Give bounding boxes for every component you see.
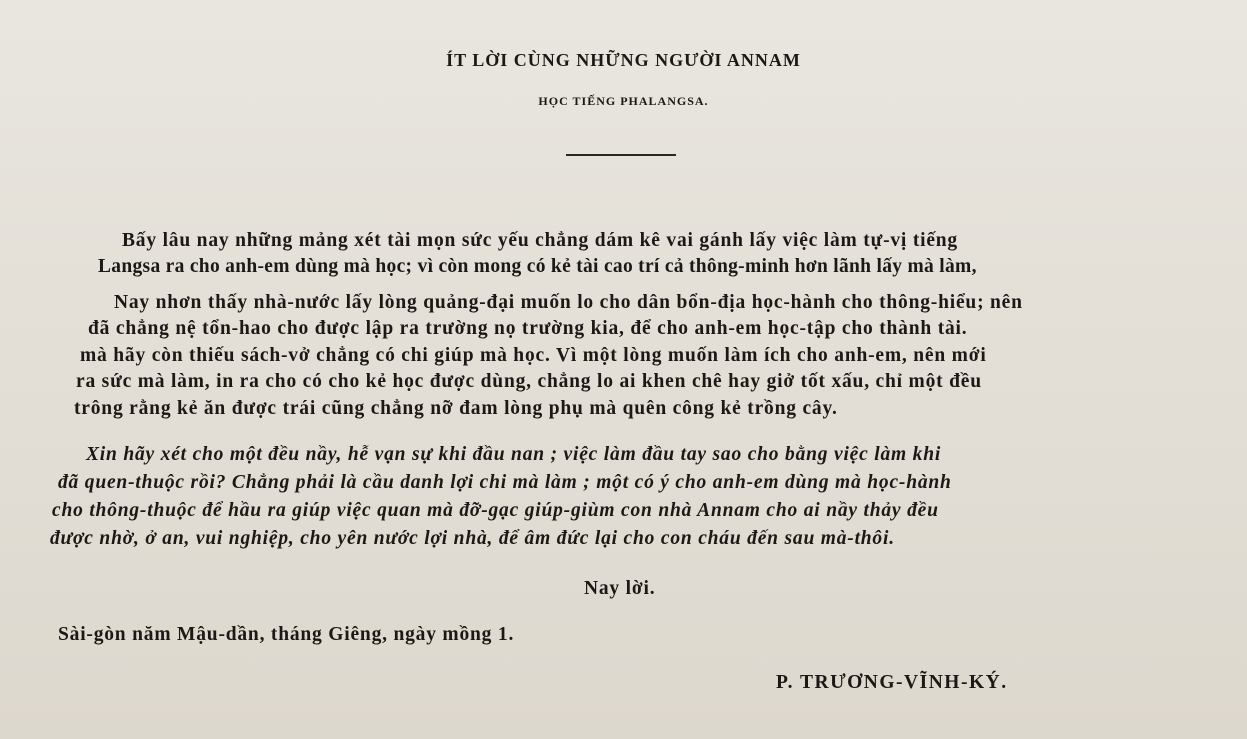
paragraph-2-line-2: đã chẳng nệ tổn-hao cho được lập ra trường nọ trường kia, để cho anh-em học-tập cho thành tài. xyxy=(88,318,968,339)
paragraph-1-line-2: Langsa ra cho anh-em dùng mà học; vì còn mong có kẻ tài cao trí cả thông-minh hơn lãnh lấy mà làm, xyxy=(98,256,977,277)
title-divider xyxy=(566,154,676,156)
paragraph-2-line-3: mà hãy còn thiếu sách-vở chẳng có chi giúp mà học. Vì một lòng muốn làm ích cho anh-em, nên mới xyxy=(80,345,987,366)
page-subtitle: HỌC TIẾNG PHALANGSA. xyxy=(538,94,709,108)
paragraph-3-line-3: cho thông-thuộc để hầu ra giúp việc quan mà đỡ-gạc giúp-giùm con nhà Annam cho ai nầy thảy đều xyxy=(52,500,939,521)
place-date: Sài-gòn năm Mậu-dần, tháng Giêng, ngày mồng 1. xyxy=(58,624,515,645)
closing-text: Nay lời. xyxy=(584,578,656,599)
paragraph-2-line-4: ra sức mà làm, in ra cho có cho kẻ học được dùng, chẳng lo ai khen chê hay giở tốt xấu, chỉ một đều xyxy=(76,371,982,392)
paragraph-2-line-5: trông rằng kẻ ăn được trái cũng chẳng nỡ đam lòng phụ mà quên công kẻ trồng cây. xyxy=(74,398,838,419)
page-title: ÍT LỜI CÙNG NHỮNG NGƯỜI ANNAM xyxy=(446,50,801,70)
paragraph-3-line-2: đã quen-thuộc rồi? Chẳng phải là cầu danh lợi chi mà làm ; một có ý cho anh-em dùng mà học-hành xyxy=(58,472,952,493)
paragraph-1-line-1: Bấy lâu nay những mảng xét tài mọn sức yếu chẳng dám kê vai gánh lấy việc làm tự-vị tiếng xyxy=(122,230,958,251)
paragraph-3-line-1: Xin hãy xét cho một đều nầy, hễ vạn sự khi đầu nan ; việc làm đầu tay sao cho bằng việc làm khi xyxy=(86,444,942,465)
paragraph-2-line-1: Nay nhơn thấy nhà-nước lấy lòng quảng-đại muốn lo cho dân bổn-địa học-hành cho thông-hiểu; nên xyxy=(114,292,1023,313)
paragraph-3-line-4: được nhờ, ở an, vui nghiệp, cho yên nước lợi nhà, để âm đức lại cho con cháu đến sau mà-thôi. xyxy=(50,528,895,549)
signature: P. TRƯƠNG-VĨNH-KÝ. xyxy=(776,672,1008,693)
